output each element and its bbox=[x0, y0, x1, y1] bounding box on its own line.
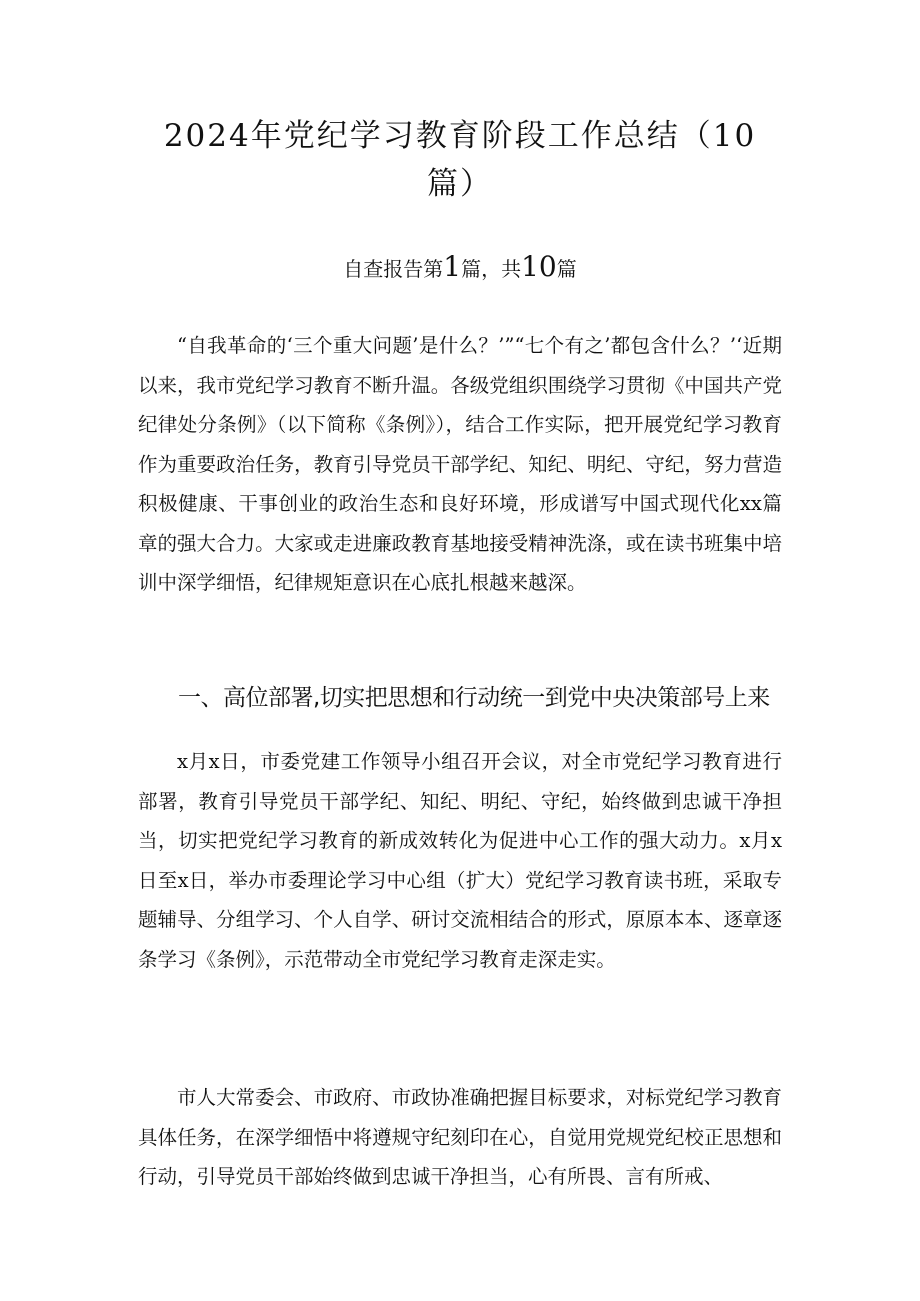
body-paragraph: x月x日，市委党建工作领导小组召开会议，对全市党纪学习教育进行部署，教育引导党员干部学纪、知纪、明纪、守纪，始终做到忠诚干净担当，切实把党纪学习教育的新成效转化为促进中心工作的强大动力。x月x日至x日，举办市委理论学习中心组（扩大）党纪学习教育读书班，采取专题辅导、分组学习、个人自学、研讨交流相结合的形式，原原本本、逐章逐条学习《条例》，示范带动全市党纪学习教育走深走实。 bbox=[138, 750, 782, 971]
subtitle-middle: 篇，共 bbox=[461, 257, 522, 281]
body-paragraph: 市人大常委会、市政府、市政协准确把握目标要求，对标党纪学习教育具体任务，在深学细悟中将遵规守纪刻印在心，自觉用党规党纪校正思想和行动，引导党员干部始终做到忠诚干净担当，心有所畏、言有所戒、 bbox=[138, 1086, 782, 1188]
subtitle-total-number: 10 bbox=[521, 250, 557, 283]
document-subtitle bbox=[0, 252, 920, 284]
subtitle-prefix: 自查报告第 bbox=[343, 257, 444, 281]
document-title: 2024年党纪学习教育阶段工作总结（10篇） bbox=[163, 118, 757, 202]
section-heading: 一、高位部署,切实把思想和行动统一到党中央决策部号上来 bbox=[178, 685, 770, 711]
subtitle-suffix: 篇 bbox=[556, 257, 577, 281]
subtitle-article-number: 1 bbox=[443, 250, 462, 283]
intro-paragraph: “自我革命的‘三个重大问题’是什么？’”“七个有之’都包含什么？’‘近期以来，我市党纪学习教育不断升温。各级党组织围绕学习贯彻《中国共产党纪律处分条例》（以下简称《条例》），结合工作实际，把开展党纪学习教育作为重要政治任务，教育引导党员干部学纪、知纪、明纪、守纪，努力营造积极健康、干事创业的政治生态和良好环境，形成谱写中国式现代化xx篇章的强大合力。大家或走进廉政教育基地接受精神洗涤，或在读书班集中培训中深学细悟，纪律规矩意识在心底扎根越来越深。 bbox=[138, 334, 782, 594]
